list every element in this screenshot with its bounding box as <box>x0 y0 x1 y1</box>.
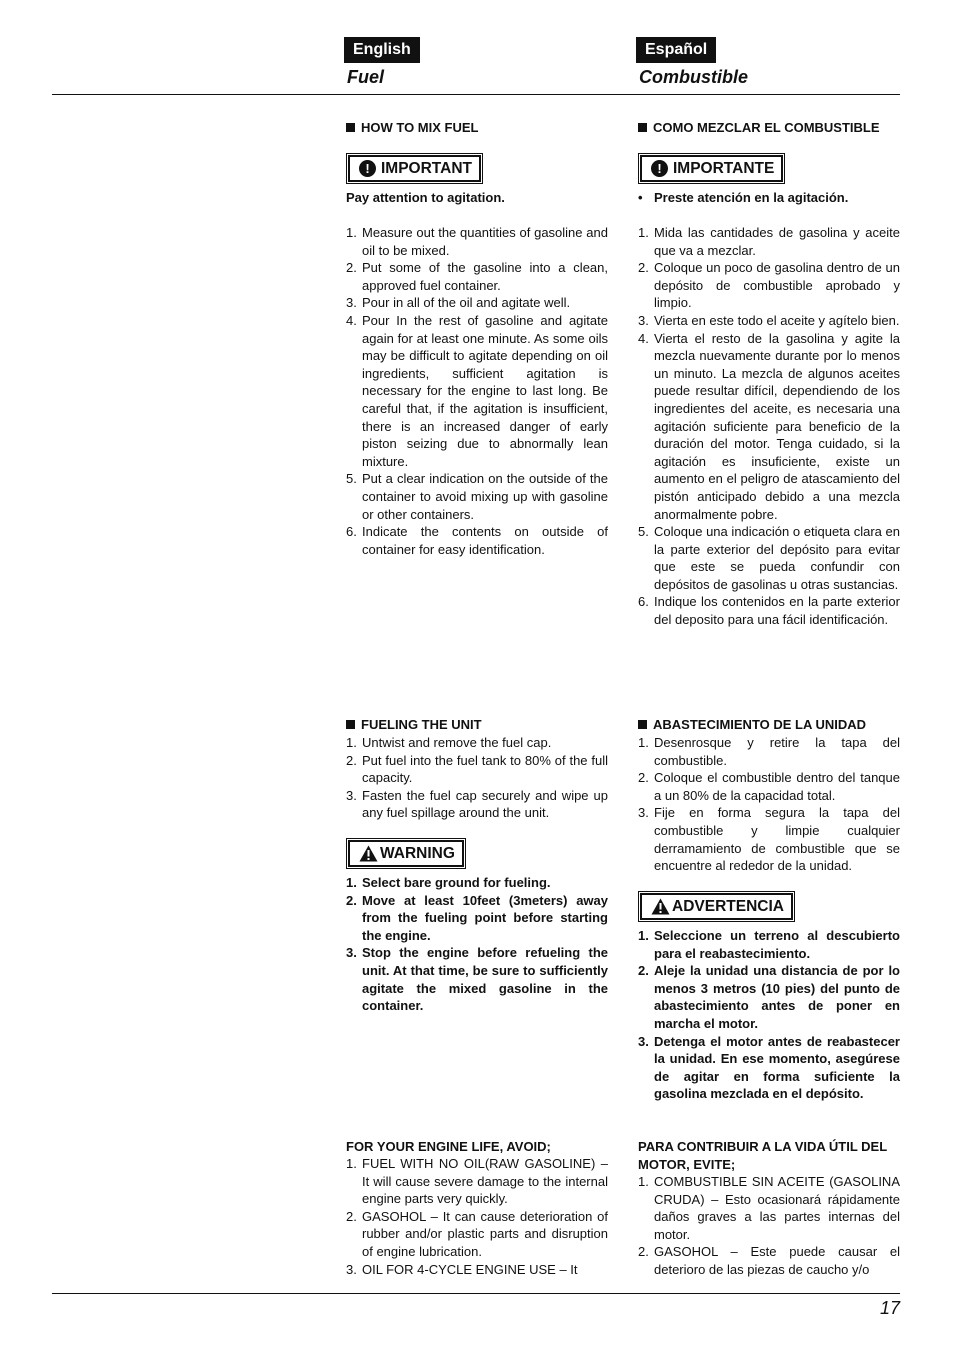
exclamation-icon: ! <box>651 160 668 177</box>
advertencia-box <box>640 893 793 920</box>
list-item: 2. Put fuel into the fuel tank to 80% of the full capacity. <box>346 752 608 786</box>
warning-box <box>348 840 464 867</box>
warning-triangle-icon <box>359 845 378 862</box>
list-item: 3. Fasten the fuel cap securely and wipe up any fuel spillage around the unit. <box>346 787 608 821</box>
engine-life-heading: PARA CONTRIBUIR A LA VIDA ÚTIL DEL MOTOR, EVITE; <box>638 1139 887 1172</box>
mix-steps-list <box>638 224 900 629</box>
list-item: 2. GASOHOL – It can cause deterioration of rubber and/or plastic parts and disruption of engine lubrication. <box>346 1208 608 1259</box>
important-box <box>348 155 481 182</box>
list-item: 6. Indique los contenidos en la parte exterior del deposito para una fácil identificación. <box>638 594 900 628</box>
list-item: 2. Move at least 10feet (3meters) away from the fueling point before starting the engine. <box>346 892 608 943</box>
fueling-steps-list <box>346 734 608 822</box>
list-item: 3. Detenga el motor antes de reabastecer la unidad. En ese momento, asegúrese de agitar en forma suficiente la gasolina mezclada en el depósito. <box>638 1033 900 1102</box>
fueling-steps-list <box>638 734 900 875</box>
square-bullet-icon <box>638 720 647 729</box>
spanish-column <box>638 0 900 1290</box>
heading-text: HOW TO MIX FUEL <box>361 120 479 135</box>
list-item: 1. Mida las cantidades de gasolina y aceite que va a mezclar. <box>638 225 900 258</box>
page-number: 17 <box>879 1298 900 1318</box>
fueling-heading <box>346 716 608 733</box>
list-item: 1. Seleccione un terreno al descubierto para el reabastecimiento. <box>638 928 900 961</box>
engine-life-list <box>638 1173 900 1279</box>
heading-text: COMO MEZCLAR EL COMBUSTIBLE <box>653 120 880 135</box>
mix-steps-list <box>346 224 608 558</box>
advertencia-list <box>638 927 900 1103</box>
list-item: • Preste atención en la agitación. <box>638 190 849 205</box>
section-title-fuel: Fuel <box>347 67 385 87</box>
how-to-mix-heading <box>346 119 608 136</box>
list-item: 1. Select bare ground for fueling. <box>346 875 551 890</box>
list-item: 5. Coloque una indicación o etiqueta clara en la parte exterior del depósito para evitar que este se pueda confundir con depósitos de gasolinas u otras sustancias. <box>638 524 900 592</box>
list-item: 2. Coloque el combustible dentro del tanque a un 80% de la capacidad total. <box>638 770 900 803</box>
important-note: Pay attention to agitation. <box>346 190 505 205</box>
abastecimiento-heading <box>638 716 900 733</box>
square-bullet-icon <box>346 123 355 132</box>
heading-text: ABASTECIMIENTO DE LA UNIDAD <box>653 717 867 732</box>
box-label: WARNING <box>380 844 455 862</box>
list-item: 2. Coloque un poco de gasolina dentro de un depósito de combustible aprobado y limpio. <box>638 260 900 311</box>
engine-life-heading: FOR YOUR ENGINE LIFE, AVOID; <box>346 1139 551 1154</box>
list-item: 1. Untwist and remove the fuel cap. <box>346 735 552 750</box>
list-item: 3. Pour in all of the oil and agitate well. <box>346 295 571 311</box>
list-item: 3. Fije en forma segura la tapa del combustible y limpie cualquier derramamiento de combustible que se encuentre al rededor de la unidad. <box>638 805 900 874</box>
warning-list <box>346 874 608 1015</box>
importante-box <box>640 155 783 182</box>
square-bullet-icon <box>638 123 647 132</box>
section-title-combustible: Combustible <box>639 67 749 87</box>
square-bullet-icon <box>346 720 355 729</box>
list-item: 3. OIL FOR 4-CYCLE ENGINE USE – It <box>346 1261 578 1277</box>
list-item: 1. COMBUSTIBLE SIN ACEITE (GASOLINA CRUDA) – Esto ocasionará rápidamente daños graves a las partes internas del motor. <box>638 1174 900 1242</box>
language-tag-spanish: Español <box>636 37 716 63</box>
list-item: 1. Measure out the quantities of gasoline and oil to be mixed. <box>346 225 608 258</box>
box-label: IMPORTANT <box>381 159 472 177</box>
box-label: IMPORTANTE <box>673 159 775 177</box>
footer-rule <box>52 1293 900 1294</box>
list-item: 2. Aleje la unidad una distancia de por lo menos 3 metros (10 pies) del punto de abastecimiento antes de poner en marcha el motor. <box>638 963 900 1031</box>
importante-note-list <box>638 189 900 207</box>
list-item: 2. GASOHOL – Este puede causar el deterioro de las piezas de caucho y/o <box>638 1244 900 1277</box>
language-tag-english: English <box>344 37 420 63</box>
list-item: 6. Indicate the contents on outside of container for easy identification. <box>346 524 608 557</box>
exclamation-icon: ! <box>359 160 376 177</box>
list-item: 4. Vierta el resto de la gasolina y agite la mezcla nuevamente durante por lo menos un minuto. La mezcla de algunos aceites puede resultar difícil, dependiendo de los ingredientes del aceite, es necesaria una agitación suficiente para beneficio de la duración del motor. Tenga cuidado, si la agitación es insuficiente, existe un aumento en el peligro de atascamiento del pistón anticipado debido a una mezcla anormalmente pobre. <box>638 330 900 522</box>
list-item: 3. Stop the engine before refueling the unit. At that time, be sure to sufficiently agitate the mixed gasoline in the container. <box>346 945 608 1014</box>
warning-triangle-icon <box>651 898 670 915</box>
list-item: 4. Pour In the rest of gasoline and agitate again for at least one minute. As some oils may be difficult to agitate depending on oil ingredients, sufficient agitation is necessary for the engine to last long. Be careful that, if the agitation is insufficient, there is an increased danger of early piston seizing due to abnormally lean mixture. <box>346 312 608 469</box>
list-item: 3. Vierta en este todo el aceite y agítelo bien. <box>638 312 900 328</box>
list-item: 2. Put some of the gasoline into a clean, approved fuel container. <box>346 260 608 293</box>
como-mezclar-heading <box>638 119 900 136</box>
box-label: ADVERTENCIA <box>672 897 784 915</box>
engine-life-list <box>346 1155 608 1278</box>
english-column <box>346 0 608 1290</box>
list-item: 5. Put a clear indication on the outside of the container to avoid mixing up with gasoline or other containers. <box>346 471 608 522</box>
list-item: 1. Desenrosque y retire la tapa del combustible. <box>638 735 900 768</box>
list-item: 1. FUEL WITH NO OIL(RAW GASOLINE) – It will cause severe damage to the internal engine parts very quickly. <box>346 1156 608 1207</box>
heading-text: FUELING THE UNIT <box>361 717 482 732</box>
